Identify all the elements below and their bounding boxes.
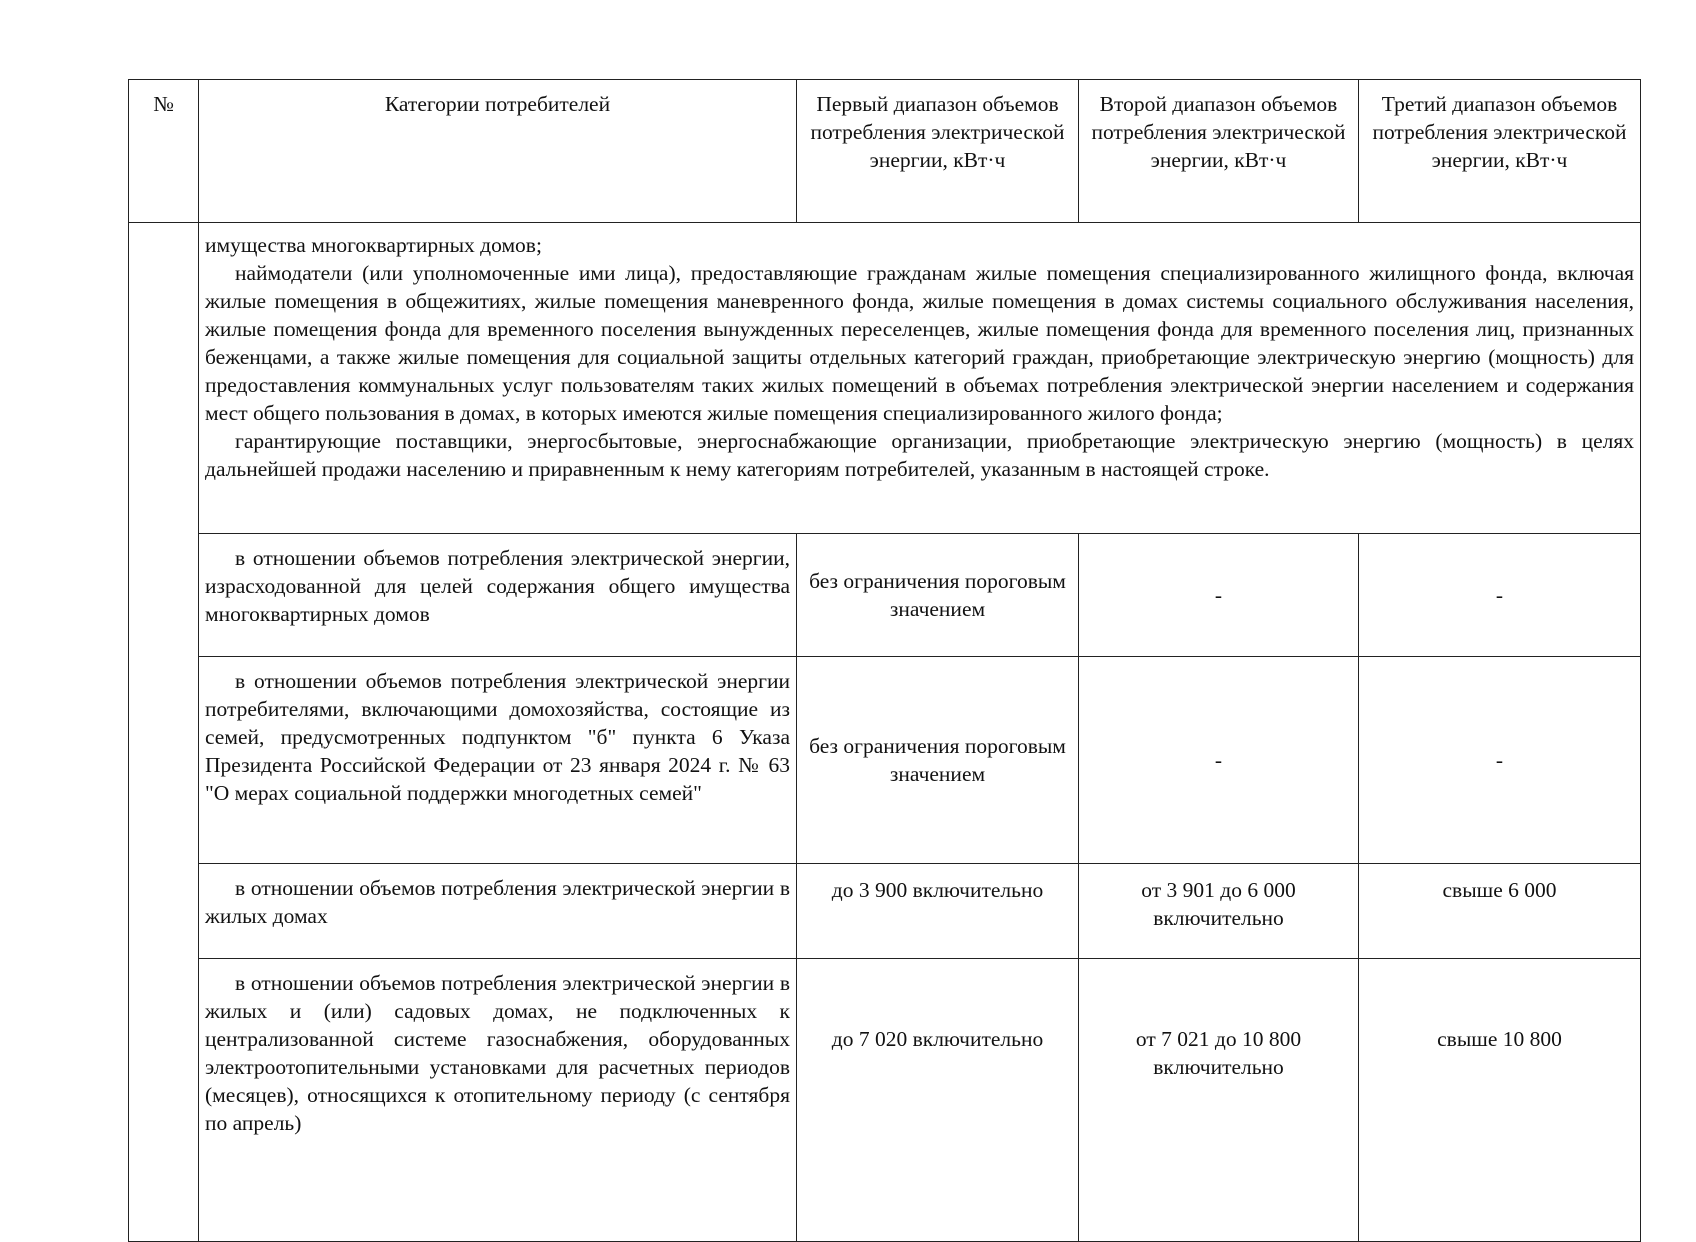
range2-cell: от 3 901 до 6 000 включительно — [1079, 864, 1359, 959]
category-text: в отношении объемов потребления электрической энергии потребителями, включающими домохозяйства, состоящие из семей, предусмотренных подпунктом "б" пункта 6 Указа Президента Российской Федерации от 23 января 2024 г. № 63 "О мерах социальной поддержки многодетных семей" — [205, 669, 790, 805]
header-category: Категории потребителей — [199, 80, 797, 223]
table-header-row — [129, 80, 1641, 223]
range3-cell: свыше 10 800 — [1359, 959, 1641, 1242]
category-text: в отношении объемов потребления электрической энергии в жилых и (или) садовых домах, не подключенных к централизованной системе газоснабжения, оборудованных электроотопительными установками для расчетных периодов (месяцев), относящихся к отопительному периоду (с сентября по апрель) — [205, 971, 790, 1135]
row-number-cell — [129, 223, 199, 1242]
range3-cell: свыше 6 000 — [1359, 864, 1641, 959]
range1-cell: до 3 900 включительно — [797, 864, 1079, 959]
category-cell — [199, 864, 797, 959]
header-range3: Третий диапазон объемов потребления электрической энергии, кВт·ч — [1359, 80, 1641, 223]
intro-paragraph-3: гарантирующие поставщики, энергосбытовые, энергоснабжающие организации, приобретающие электрическую энергию (мощность) в целях дальнейшей продажи населению и приравненным к нему категориям потребителей, указанным в настоящей строке. — [205, 429, 1634, 481]
range3-cell: - — [1359, 534, 1641, 657]
category-text: в отношении объемов потребления электрической энергии в жилых домах — [205, 876, 790, 928]
table-row — [129, 534, 1641, 657]
intro-row — [129, 223, 1641, 534]
tariff-table — [128, 79, 1641, 1242]
header-num: № — [129, 80, 199, 223]
header-range1: Первый диапазон объемов потребления электрической энергии, кВт·ч — [797, 80, 1079, 223]
range2-cell: - — [1079, 534, 1359, 657]
range1-cell: без ограничения пороговым значением — [797, 657, 1079, 864]
range3-cell: - — [1359, 657, 1641, 864]
range2-cell: от 7 021 до 10 800 включительно — [1079, 959, 1359, 1242]
intro-text-cell — [199, 223, 1641, 534]
range1-cell: без ограничения пороговым значением — [797, 534, 1079, 657]
table-row — [129, 657, 1641, 864]
intro-paragraph-2: наймодатели (или уполномоченные ими лица), предоставляющие гражданам жилые помещения специализированного жилищного фонда, включая жилые помещения в общежитиях, жилые помещения маневренного фонда, жилые помещения в домах системы социального обслуживания населения, жилые помещения фонда для временного поселения вынужденных переселенцев, жилые помещения фонда для временного поселения лиц, признанных беженцами, а также жилые помещения для социальной защиты отдельных категорий граждан, приобретающие электрическую энергию (мощность) для предоставления коммунальных услуг пользователям таких жилых помещений в объемах потребления электрической энергии населением и содержания мест общего пользования в домах, в которых имеются жилые помещения специализированного жилого фонда; — [205, 261, 1634, 425]
intro-paragraph-1: имущества многоквартирных домов; — [205, 233, 542, 257]
range2-cell: - — [1079, 657, 1359, 864]
category-text: в отношении объемов потребления электрической энергии, израсходованной для целей содержания общего имущества многоквартирных домов — [205, 546, 790, 626]
header-range2: Второй диапазон объемов потребления электрической энергии, кВт·ч — [1079, 80, 1359, 223]
range1-cell: до 7 020 включительно — [797, 959, 1079, 1242]
category-cell — [199, 959, 797, 1242]
table-row — [129, 864, 1641, 959]
category-cell — [199, 657, 797, 864]
table-row — [129, 959, 1641, 1242]
category-cell — [199, 534, 797, 657]
